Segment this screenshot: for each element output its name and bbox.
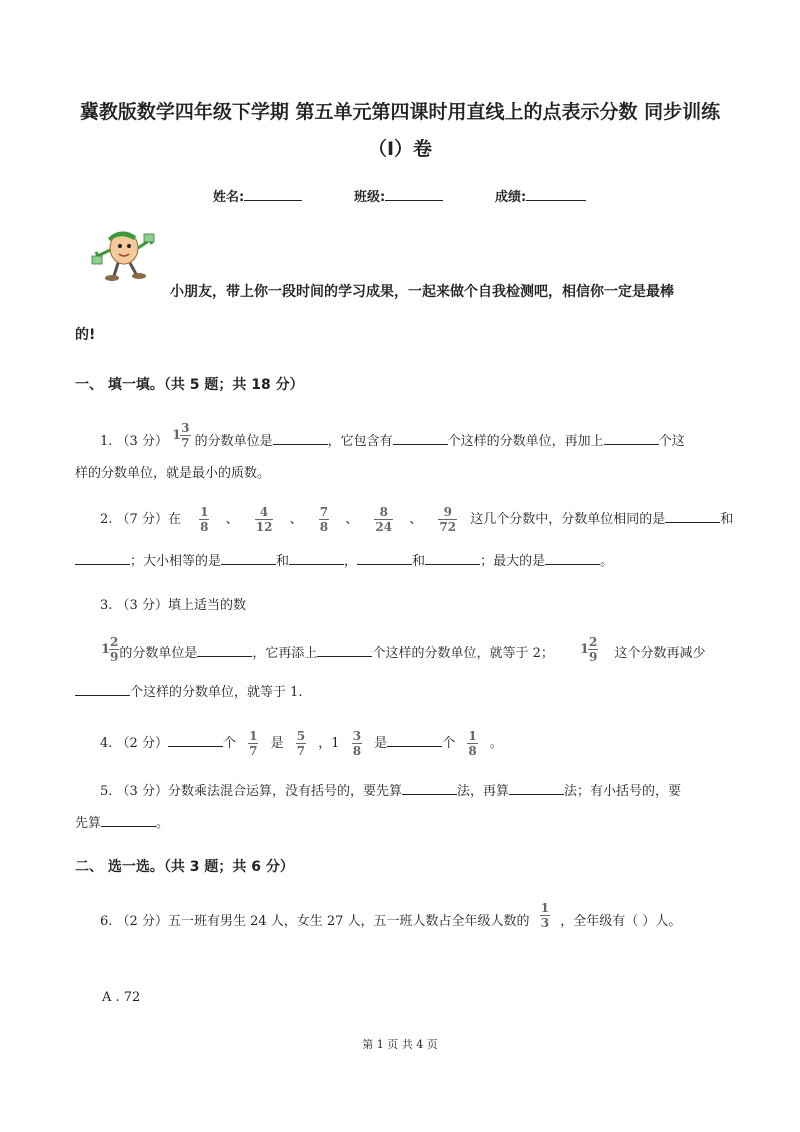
q1-blank-1 bbox=[273, 432, 328, 445]
question-3-line1 bbox=[101, 635, 706, 667]
q3-mixed-number-2: 1 $\frac{2}{9}$ bbox=[579, 635, 598, 664]
q1-text-a: 的分数单位是 bbox=[194, 434, 273, 449]
q1-blank-3 bbox=[604, 432, 659, 445]
q5-blank-1 bbox=[402, 782, 457, 795]
q3-mixed-number-1: 1 $\frac{2}{9}$ bbox=[101, 635, 119, 664]
mascot-image bbox=[90, 226, 162, 284]
q2-line2-a: ；大小相等的是 bbox=[130, 554, 222, 569]
q2-sep-2: 、 bbox=[289, 512, 303, 527]
q4-fraction-2: $\frac{5}{7}$ bbox=[296, 729, 306, 758]
q2-blank-3 bbox=[221, 552, 276, 565]
q2-blank-5 bbox=[357, 552, 412, 565]
section2-heading: 二、 选一选。（共 3 题；共 6 分） bbox=[75, 859, 294, 875]
q2-line2-f: 。 bbox=[600, 554, 614, 569]
q2-blank-7 bbox=[545, 552, 600, 565]
q2-blank-2 bbox=[75, 552, 130, 565]
q2-blank-6 bbox=[425, 552, 480, 565]
q5-text-b: 法；有小括号的，要 bbox=[563, 784, 681, 799]
question-3-line2 bbox=[75, 681, 303, 700]
q3-text-c: 个这样的分数单位，就等于 2； bbox=[372, 646, 554, 661]
class-field bbox=[354, 186, 443, 205]
q6-option-a[interactable]: A . 72 bbox=[102, 990, 141, 1005]
question-1-line1 bbox=[100, 421, 685, 455]
q4-fraction-1: $\frac{1}{7}$ bbox=[249, 729, 258, 758]
q2-line2-e: ；最大的是 bbox=[480, 554, 546, 569]
q4-fraction-4: $\frac{1}{8}$ bbox=[468, 729, 477, 758]
q4-text-f: 。 bbox=[489, 736, 503, 751]
q2-line2-d: 和 bbox=[412, 554, 426, 569]
q2-sep-3: 、 bbox=[345, 512, 359, 527]
q1-text-d: 个这 bbox=[658, 434, 685, 449]
q3-text-a: 的分数单位是 bbox=[119, 646, 198, 661]
q2-fraction-5: $\frac{9}{72}$ bbox=[439, 505, 457, 534]
q6-prefix: 6. （2 分）五一班有男生 24 人，女生 27 人，五一班人数占全年级人数的 bbox=[100, 914, 530, 929]
q3-blank-3 bbox=[75, 683, 130, 696]
q2-sep-1: 、 bbox=[225, 512, 239, 527]
q5-blank-3 bbox=[101, 814, 156, 827]
q6-fraction: $\frac{1}{3}$ bbox=[540, 901, 550, 930]
q3-blank-1 bbox=[197, 644, 252, 657]
q2-blank-4 bbox=[289, 552, 344, 565]
name-field bbox=[213, 186, 302, 205]
q3-text-d: 这个分数再减少 bbox=[614, 646, 706, 661]
q1-prefix: 1. （3 分） bbox=[100, 434, 168, 449]
page-title-line2: （I）卷 bbox=[367, 138, 433, 160]
q1-text-b: ，它包含有 bbox=[327, 434, 393, 449]
q2-text-a: 这几个分数中，分数单位相同的是 bbox=[470, 512, 666, 527]
q2-fraction-4: $\frac{8}{24}$ bbox=[375, 505, 393, 534]
q4-text-e: 个 bbox=[442, 736, 456, 751]
name-blank bbox=[244, 186, 302, 201]
page-footer: 第 1 页 共 4 页 bbox=[362, 1038, 438, 1051]
q4-prefix: 4. （2 分） bbox=[100, 736, 168, 751]
q4-text-d: 是 bbox=[374, 736, 388, 751]
question-3-heading: 3. （3 分）填上适当的数 bbox=[100, 598, 246, 613]
q5-prefix: 5. （3 分）分数乘法混合运算，没有括号的，要先算 bbox=[100, 784, 402, 799]
q2-line2-b: 和 bbox=[276, 554, 290, 569]
score-blank bbox=[526, 186, 586, 201]
question-5-line2 bbox=[75, 812, 169, 831]
q2-blank-1 bbox=[665, 510, 720, 523]
q1-mixed-number bbox=[172, 422, 190, 449]
q4-blank-2 bbox=[387, 734, 442, 747]
class-label: 班级: bbox=[354, 190, 386, 205]
q4-text-c: ，1 bbox=[318, 736, 340, 751]
q2-fraction-2: $\frac{4}{12}$ bbox=[255, 505, 273, 534]
q2-fraction-3: $\frac{7}{8}$ bbox=[319, 505, 329, 534]
score-field bbox=[495, 186, 586, 205]
q2-line2-c: ， bbox=[344, 554, 358, 569]
page-title-line1: 冀教版数学四年级下学期 第五单元第四课时用直线上的点表示分数 同步训练 bbox=[79, 101, 721, 123]
question-4 bbox=[100, 730, 503, 757]
q1-whole: 1 bbox=[172, 428, 182, 443]
q2-prefix: 2. （7 分）在 bbox=[100, 512, 181, 527]
q4-text-b: 是 bbox=[270, 736, 284, 751]
q3-blank-2 bbox=[317, 644, 372, 657]
q5-line2-b: 。 bbox=[156, 816, 170, 831]
question-5-line1 bbox=[100, 780, 681, 799]
question-6 bbox=[100, 901, 682, 935]
q1-blank-2 bbox=[393, 432, 448, 445]
q4-text-a: 个 bbox=[222, 736, 236, 751]
q3-text-b: ，它再添上 bbox=[252, 646, 318, 661]
q2-fraction-1: $\frac{1}{8}$ bbox=[200, 505, 209, 534]
q4-blank-1 bbox=[168, 734, 223, 747]
question-2-line2 bbox=[75, 550, 613, 569]
q4-fraction-3: $\frac{3}{8}$ bbox=[352, 729, 362, 758]
intro-line2: 的! bbox=[75, 327, 96, 343]
q6-text-a: ，全年级有（ ）人。 bbox=[560, 914, 682, 929]
question-1-line2: 样的分数单位，就是最小的质数。 bbox=[75, 466, 271, 481]
q5-text-a: 法，再算 bbox=[456, 784, 509, 799]
section1-heading: 一、 填一填。（共 5 题；共 18 分） bbox=[75, 377, 304, 393]
name-label: 姓名: bbox=[213, 190, 245, 205]
q5-blank-2 bbox=[509, 782, 564, 795]
q1-num: 3 bbox=[181, 421, 190, 435]
question-2-line1 bbox=[100, 506, 733, 533]
q1-text-c: 个这样的分数单位，再加上 bbox=[447, 434, 604, 449]
q3-line2-text: 个这样的分数单位，就等于 1. bbox=[130, 685, 303, 700]
class-blank bbox=[385, 186, 443, 201]
q2-text-b: 和 bbox=[720, 512, 734, 527]
intro-line1: 小朋友，带上你一段时间的学习成果，一起来做个自我检测吧，相信你一定是最棒 bbox=[170, 284, 674, 300]
q2-sep-4: 、 bbox=[409, 512, 423, 527]
q1-den: 7 bbox=[181, 436, 190, 450]
q5-line2-a: 先算 bbox=[75, 816, 102, 831]
score-label: 成绩: bbox=[495, 190, 527, 205]
